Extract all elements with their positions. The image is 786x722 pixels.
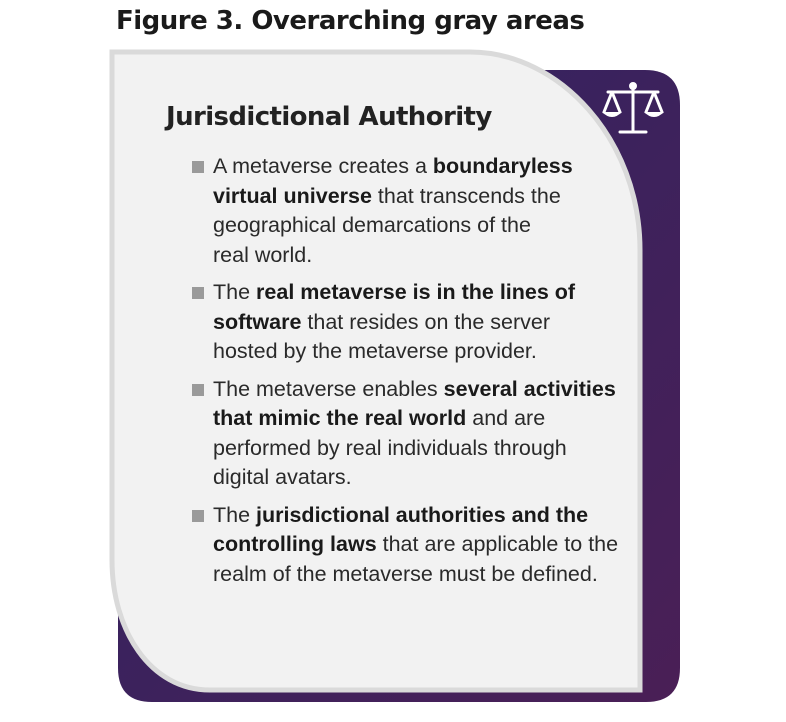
figure-title: Figure 3. Overarching gray areas (116, 6, 585, 36)
bullet-item (192, 152, 652, 270)
bullet-line (213, 501, 652, 531)
bullet-text: performed by real individuals through (213, 435, 567, 460)
bullet-text: that are applicable to the (376, 532, 619, 556)
bullet-line (213, 241, 652, 271)
bullet-line (213, 337, 652, 367)
bullet-square-icon (192, 287, 204, 299)
bullet-text-bold: jurisdictional authorities and the (256, 502, 589, 527)
bullet-square-icon (192, 384, 204, 396)
bullet-text: The metaverse enables (213, 376, 444, 401)
bullet-line (213, 182, 652, 212)
bullet-text-bold: virtual universe (213, 183, 372, 208)
bullet-text: digital avatars. (213, 465, 352, 489)
bullet-text-bold: that mimic the real world (213, 406, 467, 430)
bullet-text: The (213, 502, 257, 527)
bullet-list (192, 152, 652, 597)
bullet-line (213, 463, 652, 493)
bullet-text: that resides on the server (301, 309, 550, 334)
bullet-item (192, 375, 652, 493)
bullet-text: that transcends the (371, 183, 561, 208)
bullet-text: The (213, 280, 257, 304)
bullet-text: hosted by the metaverse provider. (213, 339, 537, 363)
bullet-text-bold: software (213, 309, 302, 334)
bullet-line (213, 434, 652, 464)
bullet-line (213, 404, 652, 434)
bullet-line (213, 152, 652, 182)
bullet-text: A metaverse creates a (213, 154, 433, 178)
bullet-square-icon (192, 510, 204, 522)
bullet-square-icon (192, 161, 204, 173)
bullet-text-bold: real metaverse is in the lines of (256, 280, 576, 304)
bullet-line (213, 211, 652, 241)
bullet-text: real world. (213, 242, 313, 267)
bullet-item (192, 501, 652, 590)
bullet-line (213, 560, 652, 590)
bullet-text: realm of the metaverse must be defined. (213, 561, 598, 586)
bullet-item (192, 278, 652, 367)
scales-of-justice-icon (598, 80, 668, 138)
bullet-line (213, 308, 652, 338)
bullet-text: and are (466, 406, 546, 430)
bullet-line (213, 375, 652, 405)
bullet-text-bold: several activities (443, 376, 616, 401)
card-heading: Jurisdictional Authority (166, 102, 492, 132)
bullet-line (213, 530, 652, 560)
bullet-text-bold: boundaryless (432, 154, 573, 178)
bullet-line (213, 278, 652, 308)
bullet-text-bold: controlling laws (213, 532, 377, 556)
bullet-text: geographical demarcations of the (213, 213, 531, 237)
